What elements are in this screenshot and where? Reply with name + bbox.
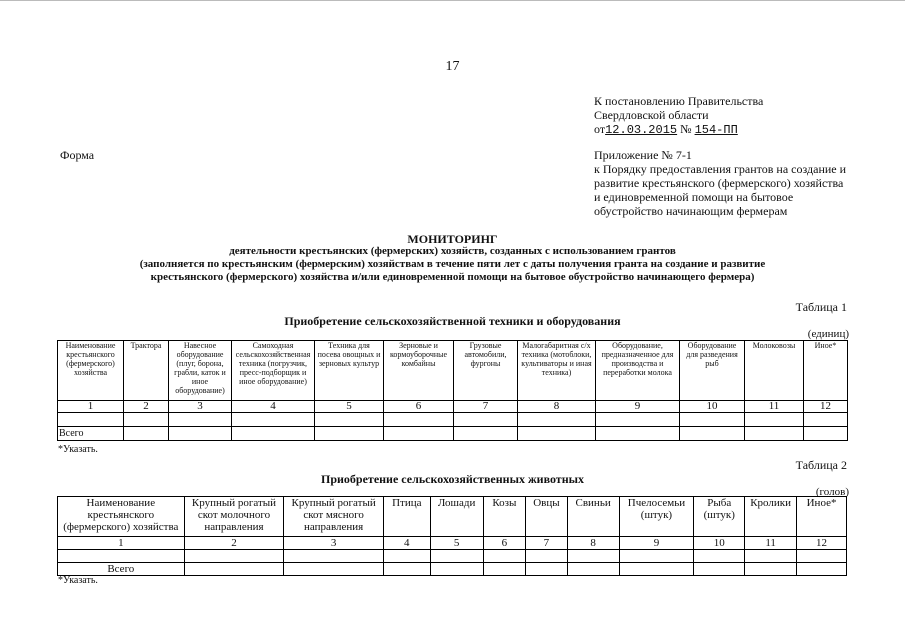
table1-number-cell: 10 (680, 401, 745, 413)
table2-number-row (58, 537, 847, 550)
table1-footnote: *Указать. (58, 444, 98, 455)
resolution-date: 12.03.2015 (605, 123, 678, 137)
table1-units: (единиц) (807, 328, 849, 340)
subtitle-line: крестьянского (фермерского) хозяйства и/или единовременной помощи на бытовое обустройство начинающего фермера) (150, 271, 755, 283)
forma-label: Форма (60, 148, 95, 162)
table1-number-cell: 11 (745, 401, 804, 413)
table2-header-cell: Пчелосемьи (штук) (619, 497, 694, 537)
table2-header-cell: Рыба (штук) (694, 497, 745, 537)
table1-header-cell: Самоходная сельскохозяйственная техника (погрузчик, пресс-подборщик и иное оборудование) (232, 341, 315, 401)
table1-header-cell: Грузовые автомобили, фургоны (454, 341, 518, 401)
table2-label: Таблица 2 (795, 458, 847, 472)
appendix-line: к Порядку предоставления грантов на создание и (594, 162, 847, 176)
doc-subtitle (60, 245, 845, 284)
table1-header-row (58, 341, 848, 401)
resolution-line: Свердловской области (594, 108, 709, 122)
table2-header-cell: Козы (483, 497, 526, 537)
table1-number-cell: 1 (58, 401, 124, 413)
subtitle-line: деятельности крестьянских (фермерских) хозяйств, созданных с использованием грантов (229, 245, 676, 257)
resolution-line: К постановлению Правительства (594, 94, 764, 108)
table2-caption: Приобретение сельскохозяйственных животных (321, 472, 584, 486)
table1-caption: Приобретение сельскохозяйственной техники и оборудования (284, 314, 621, 328)
table2-number-cell: 3 (284, 537, 384, 550)
table2-header-cell: Лошади (430, 497, 483, 537)
number-label: № (680, 122, 692, 136)
table2-units: (голов) (815, 486, 849, 498)
table1-header-cell: Оборудование, предназначенное для производства и переработки молока (596, 341, 680, 401)
table2-header-cell: Иное* (797, 497, 847, 537)
appendix-title: Приложение № 7-1 (594, 148, 692, 162)
table1-number-cell: 6 (384, 401, 454, 413)
table1-total-label: Всего (58, 427, 124, 441)
table2-header-cell: Кролики (745, 497, 797, 537)
subtitle-line: (заполняется по крестьянским (фермерским) хозяйствам в течение пяти лет с даты получения гранта на создание и развитие (139, 258, 766, 270)
table1-number-cell: 5 (315, 401, 384, 413)
table2-number-cell: 5 (430, 537, 483, 550)
appendix-line: развитие крестьянского (фермерского) хозяйства (594, 176, 844, 190)
appendix-line: обустройство начинающим фермерам (594, 204, 788, 218)
doc-title: МОНИТОРИНГ (407, 232, 498, 246)
appendix-block (594, 148, 854, 218)
table2-number-cell: 6 (483, 537, 526, 550)
table2-total-label: Всего (58, 563, 185, 576)
resolution-number: 154-ПП (694, 123, 738, 137)
table1-number-cell: 12 (804, 401, 848, 413)
table1-header-cell: Наименование крестьянского (фермерского) хозяйства (58, 341, 124, 401)
table2-header-cell: Крупный рогатый скот молочного направления (184, 497, 284, 537)
table2-header-cell: Овцы (526, 497, 568, 537)
table2-number-cell: 10 (694, 537, 745, 550)
table1-header-cell: Трактора (124, 341, 169, 401)
table2-header-cell: Наименование крестьянского (фермерского) хозяйства (58, 497, 185, 537)
scan-top-edge (0, 0, 905, 3)
table1-total-row (58, 427, 848, 441)
resolution-reference (594, 94, 894, 137)
table2-empty-row (58, 550, 847, 563)
table2-number-cell: 7 (526, 537, 568, 550)
table1-number-row (58, 401, 848, 413)
ot-label: от (594, 122, 606, 136)
table1-header-cell: Молоковозы (745, 341, 804, 401)
table1-header-cell: Навесное оборудование (плуг, борона, грабли, каток и иное оборудование) (169, 341, 232, 401)
table1-number-cell: 4 (232, 401, 315, 413)
table2-header-cell: Крупный рогатый скот мясного направления (284, 497, 384, 537)
table1-header-cell: Техника для посева овощных и зерновых культур (315, 341, 384, 401)
table1-empty-row (58, 413, 848, 427)
table2-footnote: *Указать. (58, 575, 98, 586)
appendix-line: и единовременной помощи на бытовое (594, 190, 794, 204)
table2-number-cell: 4 (383, 537, 430, 550)
table1-label: Таблица 1 (795, 300, 847, 314)
table1-number-cell: 8 (518, 401, 596, 413)
table1-header-cell: Зерновые и кормоуборочные комбайны (384, 341, 454, 401)
table1-number-cell: 9 (596, 401, 680, 413)
table1-number-cell: 2 (124, 401, 169, 413)
table2-number-cell: 12 (797, 537, 847, 550)
table1-equipment (57, 340, 848, 441)
table2-number-cell: 8 (567, 537, 619, 550)
table2-total-row (58, 563, 847, 576)
resolution-date-line (594, 122, 894, 137)
table2-number-cell: 1 (58, 537, 185, 550)
table2-header-row (58, 497, 847, 537)
table2-number-cell: 9 (619, 537, 694, 550)
table2-number-cell: 2 (184, 537, 284, 550)
page-number: 17 (445, 59, 460, 74)
table2-animals (57, 496, 847, 576)
table2-number-cell: 11 (745, 537, 797, 550)
table1-header-cell: Иное* (804, 341, 848, 401)
table2-header-cell: Птица (383, 497, 430, 537)
table2-header-cell: Свиньи (567, 497, 619, 537)
table1-number-cell: 7 (454, 401, 518, 413)
table1-header-cell: Оборудование для разведения рыб (680, 341, 745, 401)
table1-number-cell: 3 (169, 401, 232, 413)
table1-header-cell: Малогабаритная с/х техника (мотоблоки, культиваторы и иная техника) (518, 341, 596, 401)
